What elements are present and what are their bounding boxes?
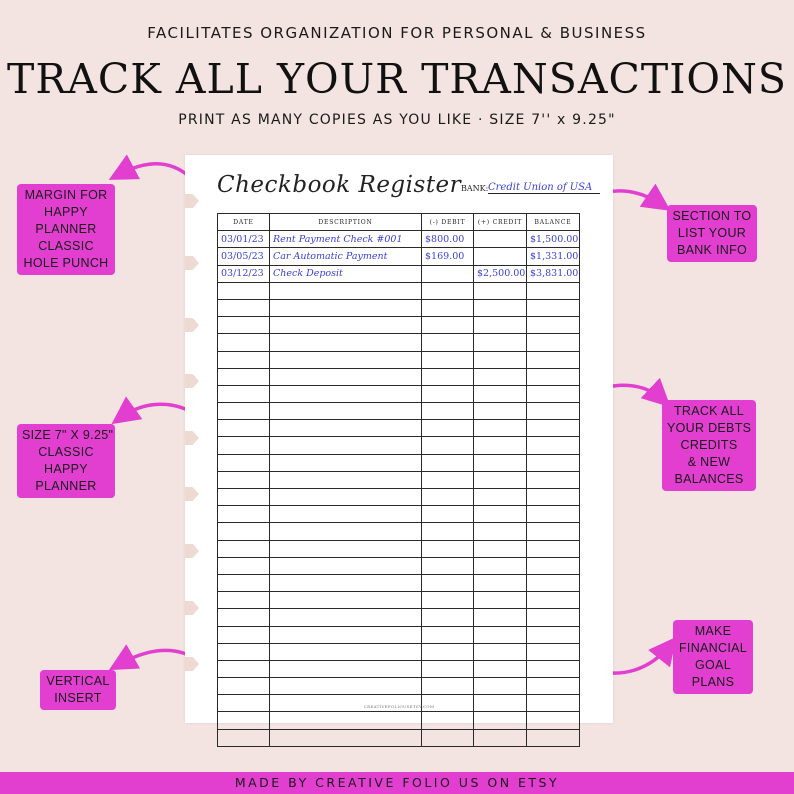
table-row <box>218 351 580 368</box>
column-header: BALANCE <box>527 214 580 231</box>
table-cell <box>270 660 422 677</box>
table-cell <box>527 454 580 471</box>
table-cell: $800.00 <box>422 231 474 248</box>
sheet-title: Checkbook Register <box>217 172 462 198</box>
table-row <box>218 506 580 523</box>
table-cell <box>270 282 422 299</box>
table-cell <box>527 385 580 402</box>
register-sheet <box>185 155 613 723</box>
table-cell <box>474 626 527 643</box>
table-cell <box>474 540 527 557</box>
table-cell <box>218 592 270 609</box>
table-row <box>218 557 580 574</box>
table-cell <box>527 729 580 746</box>
table-cell <box>270 454 422 471</box>
table-cell <box>218 678 270 695</box>
table-cell <box>422 557 474 574</box>
table-cell <box>218 523 270 540</box>
callout-line: VERTICAL <box>46 674 110 688</box>
table-cell: $169.00 <box>422 248 474 265</box>
table-row <box>218 626 580 643</box>
table-cell <box>527 523 580 540</box>
callout-line: HAPPY <box>44 462 88 476</box>
callout-line: SIZE 7" X 9.25" <box>22 428 114 442</box>
table-cell <box>474 368 527 385</box>
table-cell <box>422 678 474 695</box>
table-cell <box>474 471 527 488</box>
table-cell <box>474 729 527 746</box>
table-cell <box>527 334 580 351</box>
table-cell <box>422 334 474 351</box>
table-cell <box>218 299 270 316</box>
callout-line: BANK INFO <box>676 243 748 257</box>
table-cell <box>270 334 422 351</box>
table-cell <box>422 471 474 488</box>
table-cell <box>474 557 527 574</box>
table-row <box>218 231 580 248</box>
table-cell: $1,500.00 <box>527 231 580 248</box>
callout-line: CLASSIC <box>38 239 94 253</box>
table-cell <box>422 489 474 506</box>
hole-tab <box>185 318 199 332</box>
table-cell <box>527 471 580 488</box>
table-cell <box>270 317 422 334</box>
callout-line: GOAL <box>695 658 731 672</box>
table-cell <box>270 299 422 316</box>
table-cell <box>474 282 527 299</box>
table-cell <box>270 368 422 385</box>
table-cell <box>422 420 474 437</box>
table-cell <box>527 712 580 729</box>
table-cell <box>422 729 474 746</box>
table-row <box>218 437 580 454</box>
callout-goals <box>673 620 753 694</box>
page-title: TRACK ALL YOUR TRANSACTIONS <box>7 55 787 103</box>
table-cell <box>218 282 270 299</box>
table-cell <box>270 712 422 729</box>
table-row <box>218 368 580 385</box>
table-cell <box>527 351 580 368</box>
table-cell <box>270 420 422 437</box>
table-row <box>218 712 580 729</box>
callout-line: PLANS <box>691 675 735 689</box>
table-row <box>218 489 580 506</box>
table-cell <box>270 609 422 626</box>
hole-tab <box>185 601 199 615</box>
table-cell <box>474 351 527 368</box>
table-cell <box>527 489 580 506</box>
sheet-footer: CREATIVEFOLIOUSETSY.COM <box>363 704 435 709</box>
table-row <box>218 678 580 695</box>
table-cell <box>270 729 422 746</box>
tagline: PRINT AS MANY COPIES AS YOU LIKE · SIZE 7'' x 9.25" <box>178 112 616 128</box>
table-cell <box>218 557 270 574</box>
table-cell <box>474 592 527 609</box>
table-cell <box>527 609 580 626</box>
table-row <box>218 729 580 746</box>
table-cell <box>422 660 474 677</box>
table-row <box>218 660 580 677</box>
table-row <box>218 317 580 334</box>
table-cell <box>218 317 270 334</box>
table-cell <box>218 471 270 488</box>
table-row <box>218 334 580 351</box>
callout-line: CLASSIC <box>38 445 94 459</box>
column-header: (-) DEBIT <box>422 214 474 231</box>
callout-line: MARGIN FOR <box>24 188 108 202</box>
table-cell <box>422 574 474 591</box>
table-cell <box>218 351 270 368</box>
table-cell <box>422 437 474 454</box>
register-table <box>217 213 580 747</box>
table-cell <box>474 317 527 334</box>
table-cell <box>218 643 270 660</box>
hole-tab <box>185 374 199 388</box>
table-cell <box>527 368 580 385</box>
table-cell <box>270 678 422 695</box>
table-cell <box>474 660 527 677</box>
table-cell <box>218 574 270 591</box>
bank-label: BANK: <box>461 184 489 193</box>
table-cell <box>218 626 270 643</box>
table-cell <box>474 523 527 540</box>
table-cell <box>474 454 527 471</box>
callout-line: HOLE PUNCH <box>23 256 109 270</box>
table-row <box>218 609 580 626</box>
callout-margin <box>17 184 115 275</box>
table-cell <box>218 403 270 420</box>
table-cell <box>422 609 474 626</box>
table-cell <box>270 523 422 540</box>
callout-line: HAPPY <box>44 205 88 219</box>
table-cell <box>527 506 580 523</box>
hole-tab <box>185 194 199 208</box>
table-cell <box>527 420 580 437</box>
callout-debts <box>662 400 756 491</box>
callout-line: PLANNER <box>35 479 97 493</box>
table-cell: $2,500.00 <box>474 265 527 282</box>
table-cell: 03/12/23 <box>218 265 270 282</box>
table-row <box>218 523 580 540</box>
table-cell <box>270 489 422 506</box>
table-cell <box>218 489 270 506</box>
table-row <box>218 454 580 471</box>
table-cell <box>270 471 422 488</box>
table-cell <box>270 643 422 660</box>
table-cell <box>474 678 527 695</box>
table-row <box>218 282 580 299</box>
table-cell <box>422 626 474 643</box>
table-cell <box>527 592 580 609</box>
table-cell: $3,831.00 <box>527 265 580 282</box>
callout-line: & NEW <box>687 455 731 469</box>
table-cell <box>270 540 422 557</box>
table-cell <box>218 540 270 557</box>
table-cell <box>527 678 580 695</box>
table-cell <box>422 523 474 540</box>
table-cell <box>422 282 474 299</box>
table-cell <box>422 540 474 557</box>
table-cell <box>422 403 474 420</box>
table-cell <box>527 437 580 454</box>
callout-line: MAKE <box>694 624 732 638</box>
table-cell <box>527 299 580 316</box>
table-cell <box>270 506 422 523</box>
table-cell <box>422 643 474 660</box>
table-cell <box>474 643 527 660</box>
table-cell <box>422 299 474 316</box>
table-row <box>218 299 580 316</box>
table-cell <box>527 317 580 334</box>
hole-tab <box>185 431 199 445</box>
table-row <box>218 574 580 591</box>
table-cell: 03/01/23 <box>218 231 270 248</box>
footer-bar: MADE BY CREATIVE FOLIO US ON ETSY <box>0 772 794 794</box>
table-cell: Check Deposit <box>270 265 422 282</box>
hole-tab <box>185 657 199 671</box>
table-cell: Rent Payment Check #001 <box>270 231 422 248</box>
callout-line: LIST YOUR <box>677 226 747 240</box>
table-cell <box>474 506 527 523</box>
table-cell <box>218 729 270 746</box>
table-cell <box>270 403 422 420</box>
table-cell <box>474 489 527 506</box>
table-cell: Car Automatic Payment <box>270 248 422 265</box>
table-cell <box>527 626 580 643</box>
table-cell <box>527 557 580 574</box>
table-cell <box>474 609 527 626</box>
table-row <box>218 265 580 282</box>
register-header-row <box>218 214 580 231</box>
table-cell <box>474 385 527 402</box>
table-cell <box>422 368 474 385</box>
table-cell <box>270 557 422 574</box>
callout-line: BALANCES <box>674 472 744 486</box>
hole-tab <box>185 544 199 558</box>
table-cell <box>218 609 270 626</box>
table-row <box>218 643 580 660</box>
table-cell <box>422 385 474 402</box>
table-cell <box>422 592 474 609</box>
table-cell <box>474 248 527 265</box>
callout-line: PLANNER <box>35 222 97 236</box>
table-cell <box>218 437 270 454</box>
table-row <box>218 420 580 437</box>
table-cell <box>474 231 527 248</box>
callout-bank <box>667 205 757 262</box>
callout-line: FINANCIAL <box>679 641 747 655</box>
table-cell <box>474 574 527 591</box>
table-cell <box>474 712 527 729</box>
callout-line: SECTION TO <box>672 209 752 223</box>
table-cell <box>422 712 474 729</box>
callout-line: INSERT <box>54 691 102 705</box>
table-cell <box>474 403 527 420</box>
table-row <box>218 592 580 609</box>
table-cell <box>474 437 527 454</box>
table-cell <box>218 334 270 351</box>
table-cell <box>474 334 527 351</box>
table-cell <box>527 540 580 557</box>
table-cell <box>218 385 270 402</box>
table-row <box>218 385 580 402</box>
table-cell <box>270 574 422 591</box>
table-cell <box>474 420 527 437</box>
table-cell <box>218 420 270 437</box>
table-cell <box>270 626 422 643</box>
table-cell <box>422 265 474 282</box>
table-cell <box>527 574 580 591</box>
hole-tab <box>185 256 199 270</box>
table-cell <box>270 351 422 368</box>
table-cell <box>527 643 580 660</box>
table-cell <box>527 282 580 299</box>
table-cell <box>527 403 580 420</box>
table-cell <box>218 712 270 729</box>
table-cell <box>474 299 527 316</box>
table-cell <box>218 660 270 677</box>
subtitle: FACILITATES ORGANIZATION FOR PERSONAL & BUSINESS <box>147 24 647 42</box>
table-row <box>218 248 580 265</box>
table-cell <box>218 368 270 385</box>
table-row <box>218 540 580 557</box>
table-cell <box>422 506 474 523</box>
table-cell <box>527 660 580 677</box>
callout-size <box>17 424 115 498</box>
table-row <box>218 471 580 488</box>
callout-line: TRACK ALL <box>673 404 745 418</box>
callout-line: YOUR DEBTS <box>667 421 752 435</box>
column-header: DATE <box>218 214 270 231</box>
table-cell: $1,331.00 <box>527 248 580 265</box>
table-cell <box>422 317 474 334</box>
table-cell <box>422 454 474 471</box>
callout-vertical <box>40 670 116 710</box>
table-cell <box>270 592 422 609</box>
column-header: (+) CREDIT <box>474 214 527 231</box>
hole-tab <box>185 487 199 501</box>
table-cell <box>422 351 474 368</box>
table-cell <box>218 454 270 471</box>
table-cell: 03/05/23 <box>218 248 270 265</box>
table-cell <box>218 506 270 523</box>
table-cell <box>270 385 422 402</box>
table-row <box>218 403 580 420</box>
table-cell <box>270 437 422 454</box>
column-header: DESCRIPTION <box>270 214 422 231</box>
callout-line: CREDITS <box>680 438 738 452</box>
bank-value: Credit Union of USA <box>488 182 600 194</box>
